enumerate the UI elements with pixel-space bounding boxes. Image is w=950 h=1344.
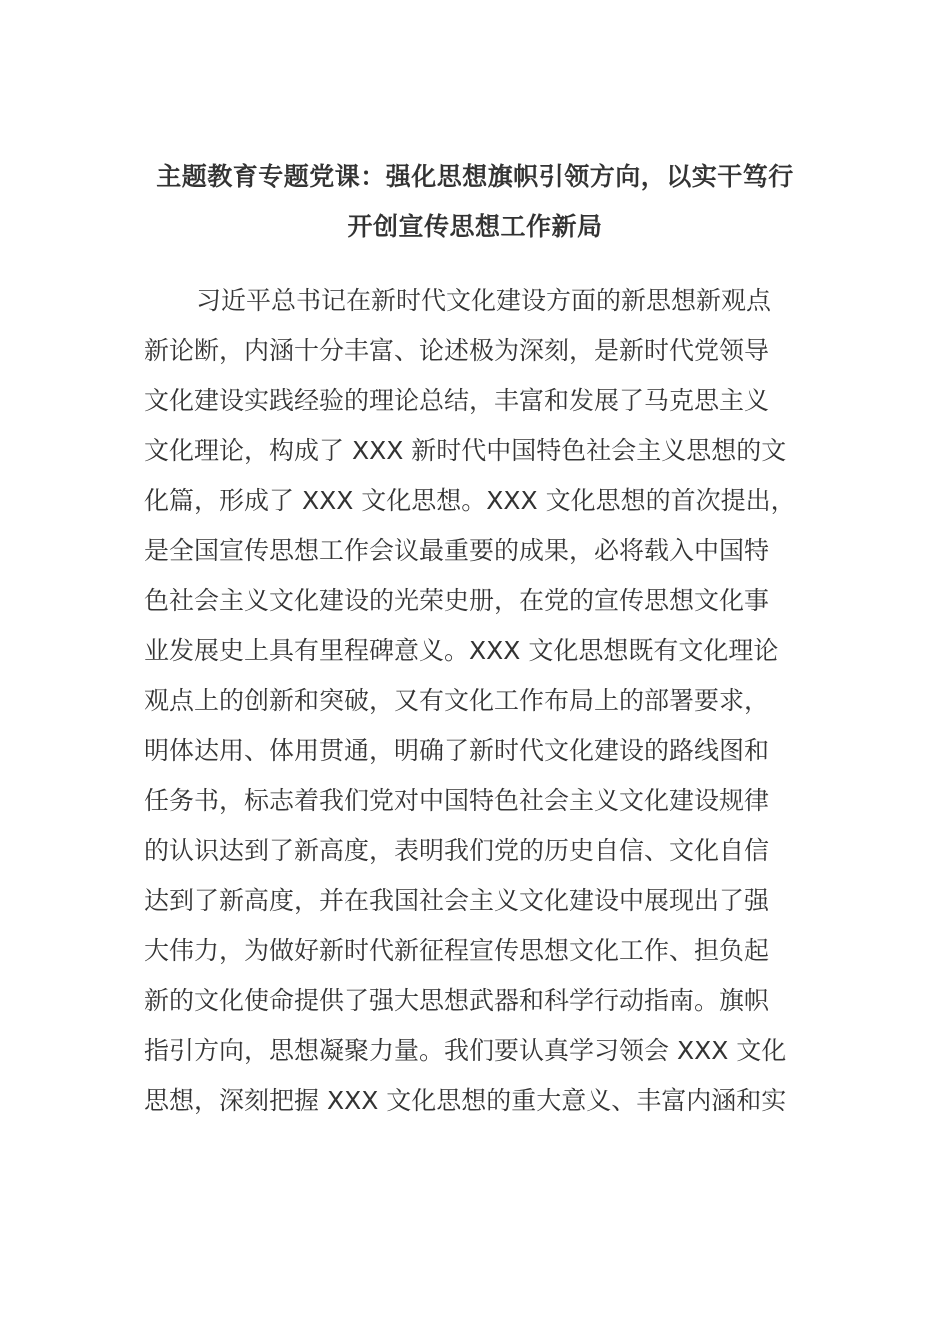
paragraph-line: 任务书，标志着我们党对中国特色社会主义文化建设规律: [144, 786, 770, 815]
paragraph-line: 明体达用、体用贯通，明确了新时代文化建设的路线图和: [144, 736, 770, 765]
paragraph-line: 色社会主义文化建设的光荣史册，在党的宣传思想文化事: [144, 586, 770, 615]
paragraph-line: 观点上的创新和突破，又有文化工作布局上的部署要求，: [144, 686, 770, 715]
paragraph-line: 业发展史上具有里程碑意义。XXX 文化思想既有文化理论: [144, 636, 779, 665]
body-paragraph: [144, 276, 804, 1126]
paragraph-line: 化篇，形成了 XXX 文化思想。XXX 文化思想的首次提出，: [144, 486, 796, 515]
paragraph-line: 大伟力，为做好新时代新征程宣传思想文化工作、担负起: [144, 936, 770, 965]
paragraph-line: 习近平总书记在新时代文化建设方面的新思想新观点: [196, 286, 772, 315]
paragraph-line: 指引方向，思想凝聚力量。我们要认真学习领会 XXX 文化: [144, 1036, 787, 1065]
document-title: [140, 152, 810, 252]
title-line-1: 主题教育专题党课：强化思想旗帜引领方向，以实干笃行: [156, 162, 794, 191]
title-line-2: 开创宣传思想工作新局: [347, 212, 603, 241]
paragraph-line: 是全国宣传思想工作会议最重要的成果，必将载入中国特: [144, 536, 770, 565]
paragraph-line: 新的文化使命提供了强大思想武器和科学行动指南。旗帜: [144, 986, 770, 1015]
paragraph-line: 达到了新高度，并在我国社会主义文化建设中展现出了强: [144, 886, 770, 915]
paragraph-line: 文化建设实践经验的理论总结，丰富和发展了马克思主义: [144, 386, 770, 415]
paragraph-line: 的认识达到了新高度，表明我们党的历史自信、文化自信: [144, 836, 770, 865]
paragraph-line: 新论断，内涵十分丰富、论述极为深刻，是新时代党领导: [144, 336, 770, 365]
paragraph-line: 思想，深刻把握 XXX 文化思想的重大意义、丰富内涵和实: [144, 1086, 787, 1115]
paragraph-line: 文化理论，构成了 XXX 新时代中国特色社会主义思想的文: [144, 436, 787, 465]
